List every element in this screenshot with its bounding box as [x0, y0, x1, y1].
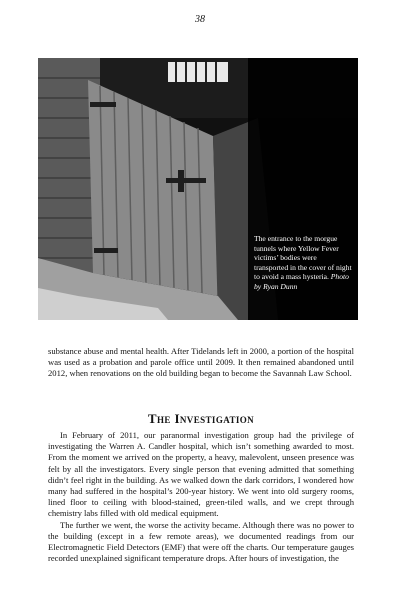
page-number: 38 — [195, 14, 205, 25]
section-heading: The Investigation — [147, 411, 255, 426]
figure-caption — [254, 234, 352, 292]
photo-figure — [38, 58, 358, 320]
paragraph: substance abuse and mental health. After Tidelands left in 2000, a portion of the hospital was used as a probation and parole office until 2009. It then remained abandoned until 2012, when renovations on the old building began to become the Savannah Law School. — [48, 346, 354, 379]
paragraph: In February of 2011, our paranormal investigation group had the privilege of investigating the Warren A. Candler hospital, which isn’t something awarded to most. From the moment we arrived on the property, a heavy, malevolent, unseen presence was felt by all the investigators. Every single person that evening admitted that something didn’t feel right in the building. As we walked down the dark corridors, I wondered how many had suffered in the hospital’s 200-year history. We went into old surgery rooms, lined floor to ceiling with blood-stained, green-tiled walls, and we crept through chemistry labs filled with old medical equipment. — [48, 430, 354, 519]
section-body — [48, 430, 354, 564]
caption-credit: Photo by Ryan Dunn — [254, 272, 349, 291]
paragraph-continuation — [48, 346, 354, 380]
paragraph: The further we went, the worse the activity became. Although there was no power to the building (except in a few remote areas), we documented readings from our Electromagnetic Field Detectors (EMF) that were off the charts. Our temperature gauges recorded unexplained significant temperature drops. After hours of investigation, the — [48, 519, 354, 564]
caption-text: The entrance to the morgue tunnels where Yellow Fever victims’ bodies were transported in the cover of night to avoid a mass hysteria. — [254, 234, 352, 282]
